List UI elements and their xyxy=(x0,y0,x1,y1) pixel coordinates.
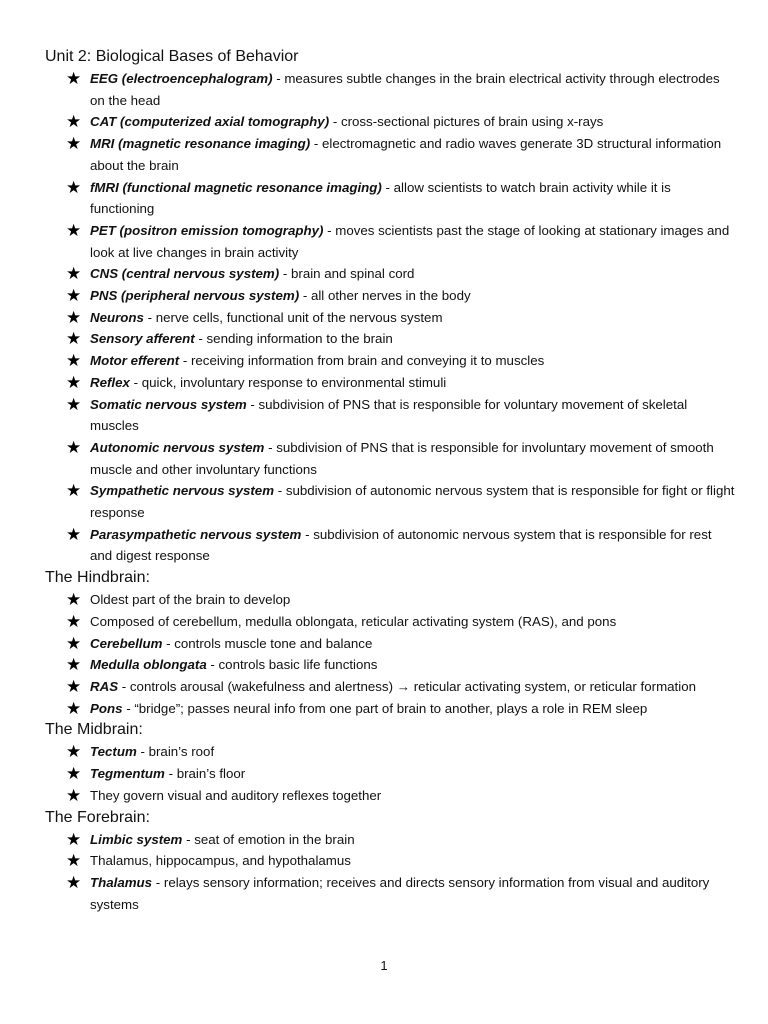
section xyxy=(45,719,735,806)
star-bullet-icon: ★ xyxy=(66,829,82,849)
list-item xyxy=(45,850,735,872)
star-bullet-icon: ★ xyxy=(66,437,82,457)
list-item xyxy=(45,307,735,329)
star-bullet-icon: ★ xyxy=(66,69,82,88)
list-item xyxy=(45,372,735,394)
section-heading: The Forebrain: xyxy=(45,808,150,826)
item-term: Cerebellum xyxy=(90,635,163,651)
item-term: Somatic nervous system xyxy=(90,396,247,412)
item-term: Reflex xyxy=(90,374,130,390)
item-text: - all other nerves in the body xyxy=(299,288,471,304)
item-term: CNS (central nervous system) xyxy=(90,266,280,282)
item-text: - allow scientists to watch brain activity while it is functioning xyxy=(90,179,671,217)
item-text: - nerve cells, functional unit of the nervous system xyxy=(143,309,443,325)
item-text: - seat of emotion in the brain xyxy=(182,831,355,847)
section-heading: Unit 2: Biological Bases of Behavior xyxy=(45,48,299,65)
star-bullet-icon: ★ xyxy=(66,676,82,696)
star-bullet-icon: ★ xyxy=(66,524,82,544)
item-term: Motor efferent xyxy=(90,353,180,369)
section xyxy=(45,46,735,567)
item-term: Pons xyxy=(90,700,123,716)
star-bullet-icon: ★ xyxy=(66,220,82,240)
item-text: Oldest part of the brain to develop xyxy=(90,592,291,608)
star-bullet-icon: ★ xyxy=(66,698,82,718)
star-bullet-icon: ★ xyxy=(66,329,82,349)
document-content xyxy=(45,46,735,915)
item-text: - subdivision of autonomic nervous system that is responsible for rest and digest response xyxy=(90,526,712,564)
list-item xyxy=(45,654,735,676)
star-bullet-icon: ★ xyxy=(66,742,82,762)
list-item xyxy=(45,177,735,220)
star-bullet-icon: ★ xyxy=(66,611,82,631)
item-term: Autonomic nervous system xyxy=(90,439,265,455)
star-bullet-icon: ★ xyxy=(66,307,82,327)
list-item xyxy=(45,437,735,480)
item-text: - subdivision of PNS that is responsible for involuntary movement of smooth muscle and other involuntary functions xyxy=(90,439,714,477)
item-text: Thalamus, hippocampus, and hypothalamus xyxy=(90,853,351,869)
bullet-list xyxy=(45,829,735,916)
list-item xyxy=(45,785,735,807)
item-term: PNS (peripheral nervous system) xyxy=(90,288,300,304)
item-term: fMRI (functional magnetic resonance imaging) xyxy=(90,179,382,195)
item-text: - brain and spinal cord xyxy=(279,266,415,282)
item-text: - receiving information from brain and conveying it to muscles xyxy=(179,353,545,369)
section xyxy=(45,807,735,916)
item-text: - quick, involuntary response to environmental stimuli xyxy=(129,374,447,390)
list-item xyxy=(45,524,735,567)
item-term: Thalamus xyxy=(90,874,153,890)
item-text: - measures subtle changes in the brain electrical activity through electrodes on the head xyxy=(90,71,720,108)
item-term: Tectum xyxy=(90,744,137,760)
list-item xyxy=(45,350,735,372)
list-item xyxy=(45,589,735,611)
list-item xyxy=(45,394,735,437)
star-bullet-icon: ★ xyxy=(66,372,82,392)
item-text: - brain’s floor xyxy=(164,766,246,782)
item-term: Tegmentum xyxy=(90,766,165,782)
star-bullet-icon: ★ xyxy=(66,590,82,610)
star-bullet-icon: ★ xyxy=(66,655,82,675)
item-term: Sympathetic nervous system xyxy=(90,483,275,499)
star-bullet-icon: ★ xyxy=(66,872,82,892)
list-item xyxy=(45,676,735,698)
star-bullet-icon: ★ xyxy=(66,764,82,784)
item-term: Medulla oblongata xyxy=(90,657,207,673)
item-text: - “bridge”; passes neural info from one part of brain to another, plays a role in REM sleep xyxy=(122,700,648,716)
section-heading: The Midbrain: xyxy=(45,721,143,739)
item-term: Parasympathetic nervous system xyxy=(90,526,302,542)
item-text: Composed of cerebellum, medulla oblongata, reticular activating system (RAS), and pons xyxy=(90,613,617,629)
item-term: RAS xyxy=(90,678,119,694)
bullet-list xyxy=(45,589,735,719)
item-text: - sending information to the brain xyxy=(194,331,393,347)
list-item xyxy=(45,698,735,720)
item-text: - brain’s roof xyxy=(136,744,215,760)
item-term: MRI (magnetic resonance imaging) xyxy=(90,136,311,152)
item-text: - controls muscle tone and balance xyxy=(162,635,373,651)
list-item xyxy=(45,741,735,763)
star-bullet-icon: ★ xyxy=(66,286,82,306)
list-item xyxy=(45,263,735,285)
item-text: - cross-sectional pictures of brain using x-rays xyxy=(329,114,604,130)
star-bullet-icon: ★ xyxy=(66,134,82,154)
list-item xyxy=(45,763,735,785)
list-item xyxy=(45,68,735,111)
item-term: EEG (electroencephalogram) xyxy=(90,71,273,86)
star-bullet-icon: ★ xyxy=(66,481,82,501)
item-text: - moves scientists past the stage of looking at stationary images and look at live changes in brain activity xyxy=(90,222,730,260)
star-bullet-icon: ★ xyxy=(66,394,82,414)
list-item xyxy=(45,611,735,633)
star-bullet-icon: ★ xyxy=(66,177,82,197)
list-item xyxy=(45,133,735,176)
star-bullet-icon: ★ xyxy=(66,264,82,284)
list-item xyxy=(45,111,735,133)
item-term: PET (positron emission tomography) xyxy=(90,222,324,238)
star-bullet-icon: ★ xyxy=(66,633,82,653)
list-item xyxy=(45,829,735,851)
list-item xyxy=(45,480,735,523)
item-term: Limbic system xyxy=(90,831,183,847)
item-text: - electromagnetic and radio waves generate 3D structural information about the brain xyxy=(90,136,722,173)
star-bullet-icon: ★ xyxy=(66,851,82,871)
item-text: - controls basic life functions xyxy=(206,657,378,673)
list-item xyxy=(45,633,735,655)
page-number: 1 xyxy=(380,958,388,973)
list-item xyxy=(45,328,735,350)
section-heading: The Hindbrain: xyxy=(45,569,150,587)
item-term: Neurons xyxy=(90,309,144,325)
star-bullet-icon: ★ xyxy=(66,112,82,132)
bullet-list xyxy=(45,68,735,567)
item-text: - relays sensory information; receives and directs sensory information from visual and auditory systems xyxy=(90,874,710,912)
list-item xyxy=(45,285,735,307)
item-text: They govern visual and auditory reflexes together xyxy=(90,787,382,803)
item-text: - controls arousal (wakefulness and alertness) → reticular activating system, or reticular formation xyxy=(118,678,696,694)
item-term: Sensory afferent xyxy=(90,331,195,347)
star-bullet-icon: ★ xyxy=(66,351,82,371)
list-item xyxy=(45,220,735,263)
item-term: CAT (computerized axial tomography) xyxy=(90,114,330,130)
item-text: - subdivision of PNS that is responsible for voluntary movement of skeletal muscles xyxy=(90,396,688,434)
bullet-list xyxy=(45,741,735,806)
list-item xyxy=(45,872,735,915)
item-text: - subdivision of autonomic nervous system that is responsible for fight or flight response xyxy=(90,483,735,521)
section xyxy=(45,567,735,719)
star-bullet-icon: ★ xyxy=(66,785,82,805)
